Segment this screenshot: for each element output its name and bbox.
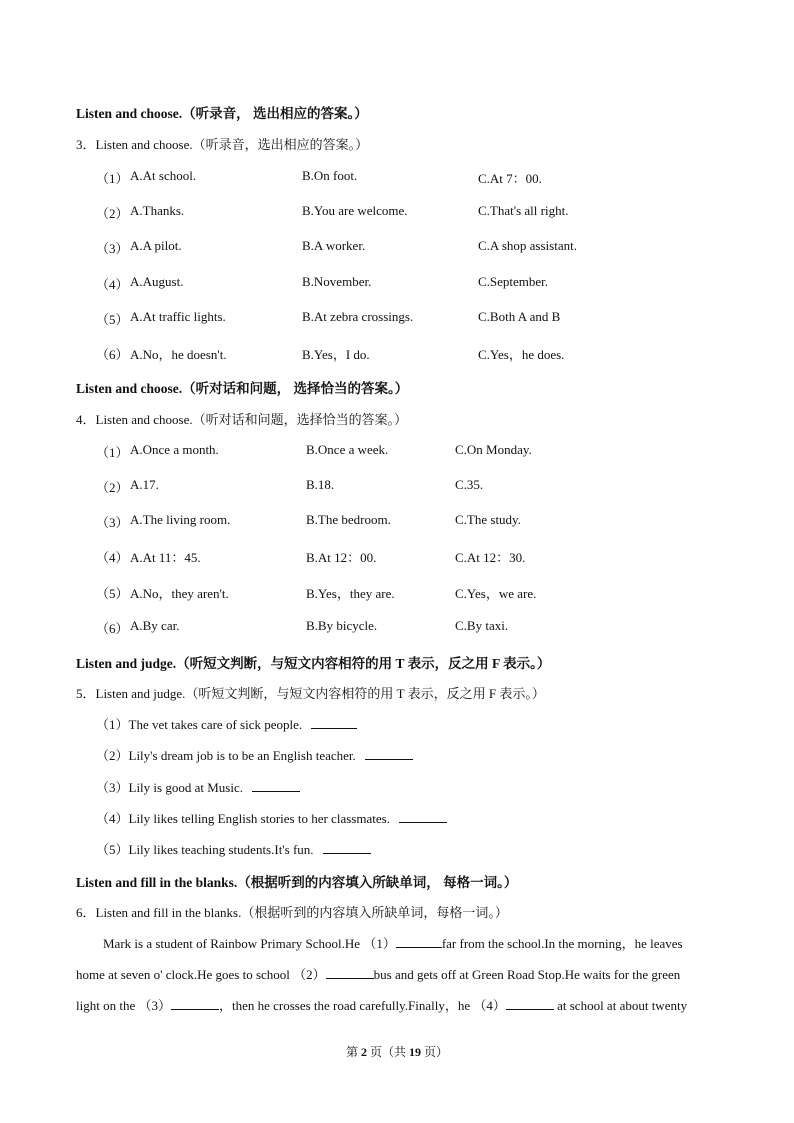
option-a: A.No，he doesn't. xyxy=(130,347,227,362)
total-pages: 19 xyxy=(409,1045,421,1059)
passage-text: far from the school.In the morning，he leaves xyxy=(441,936,683,951)
question-6-title: 6．Listen and fill in the blanks.（根据听到的内容填入所缺单词，每格一词。） xyxy=(76,905,508,920)
judge-item-text: （5）Lily likes teaching students.It's fun. xyxy=(96,842,314,857)
option-c: C.That's all right. xyxy=(478,203,569,218)
option-b: B.18. xyxy=(306,477,335,492)
judge-item xyxy=(96,745,413,764)
page-footer xyxy=(0,1043,794,1060)
passage-text: ，then he crosses the road carefully.Finally，he （4） xyxy=(218,998,506,1013)
option-row-number: （4） xyxy=(96,277,129,292)
judge-item-text: （1）The vet takes care of sick people. xyxy=(96,717,303,732)
option-row-number: （4） xyxy=(96,550,129,565)
option-b: B.You are welcome. xyxy=(302,203,408,218)
option-row-number: （2） xyxy=(96,480,129,495)
option-c: C.Yes，he does. xyxy=(478,347,565,362)
footer-text: 第 xyxy=(345,1045,361,1059)
judge-item-text: （3）Lily is good at Music. xyxy=(96,780,243,795)
option-c: C.At 12：30. xyxy=(455,550,526,565)
option-c: C.Both A and B xyxy=(478,309,561,324)
option-row-number: （3） xyxy=(96,241,129,256)
option-b: B.Yes，I do. xyxy=(302,347,370,362)
option-a: A.A pilot. xyxy=(130,238,182,253)
option-b: B.By bicycle. xyxy=(306,618,378,633)
question-5-title: 5．Listen and judge.（听短文判断，与短文内容相符的用 T 表示，反之用 F 表示。） xyxy=(76,686,545,701)
judge-item xyxy=(96,808,447,827)
option-b: B.On foot. xyxy=(302,168,358,183)
option-a: A.17. xyxy=(130,477,159,492)
question-3-title: 3．Listen and choose.（听录音，选出相应的答案。） xyxy=(76,137,369,152)
passage-text: bus and gets off at Green Road Stop.He waits for the green xyxy=(373,967,681,982)
passage-text: at school at about twenty xyxy=(553,998,688,1013)
option-row-number: （5） xyxy=(96,586,129,601)
option-a: A.Thanks. xyxy=(130,203,185,218)
passage-line xyxy=(103,933,683,952)
option-a: A.No，they aren't. xyxy=(130,586,229,601)
answer-blank[interactable] xyxy=(252,780,300,792)
option-c: C.At 7：00. xyxy=(478,171,542,186)
option-c: C.September. xyxy=(478,274,549,289)
option-row-number: （6） xyxy=(96,347,129,362)
section-heading-listen-judge: Listen and judge.（听短文判断，与短文内容相符的用 T 表示，反之用 F 表示。） xyxy=(76,656,551,671)
judge-item-text: （2）Lily's dream job is to be an English teacher. xyxy=(96,748,356,763)
judge-item xyxy=(96,777,300,796)
judge-item xyxy=(96,839,371,858)
option-row-number: （1） xyxy=(96,445,129,460)
option-b: B.A worker. xyxy=(302,238,366,253)
section-heading-listen-choose-1: Listen and choose.（听录音， 选出相应的答案。） xyxy=(76,106,368,121)
option-c: C.On Monday. xyxy=(455,442,532,457)
passage-text: home at seven o' clock.He goes to school （2） xyxy=(76,967,326,982)
answer-blank[interactable] xyxy=(171,998,219,1010)
answer-blank[interactable] xyxy=(326,967,374,979)
answer-blank[interactable] xyxy=(399,811,447,823)
option-row-number: （5） xyxy=(96,312,129,327)
option-a: A.By car. xyxy=(130,618,180,633)
answer-blank[interactable] xyxy=(323,842,371,854)
page-number: 2 xyxy=(360,1045,367,1059)
option-b: B.Yes，they are. xyxy=(306,586,395,601)
passage-text: light on the （3） xyxy=(76,998,171,1013)
option-b: B.At 12：00. xyxy=(306,550,377,565)
option-c: C.By taxi. xyxy=(455,618,509,633)
option-a: A.August. xyxy=(130,274,184,289)
judge-item xyxy=(96,714,357,733)
option-c: C.Yes，we are. xyxy=(455,586,537,601)
answer-blank[interactable] xyxy=(311,717,357,729)
answer-blank[interactable] xyxy=(506,998,554,1010)
option-row-number: （6） xyxy=(96,621,129,636)
option-b: B.At zebra crossings. xyxy=(302,309,414,324)
option-b: B.November. xyxy=(302,274,372,289)
option-c: C.A shop assistant. xyxy=(478,238,577,253)
judge-item-text: （4）Lily likes telling English stories to her classmates. xyxy=(96,811,390,826)
option-row-number: （1） xyxy=(96,171,129,186)
option-a: A.Once a month. xyxy=(130,442,219,457)
option-a: A.The living room. xyxy=(130,512,231,527)
question-4-title: 4．Listen and choose.（听对话和问题，选择恰当的答案。） xyxy=(76,412,408,427)
option-b: B.The bedroom. xyxy=(306,512,391,527)
option-c: C.35. xyxy=(455,477,484,492)
option-a: A.At traffic lights. xyxy=(130,309,226,324)
answer-blank[interactable] xyxy=(396,936,442,948)
option-a: A.At 11：45. xyxy=(130,550,201,565)
passage-line xyxy=(76,995,687,1014)
option-b: B.Once a week. xyxy=(306,442,389,457)
option-c: C.The study. xyxy=(455,512,521,527)
option-row-number: （2） xyxy=(96,206,129,221)
passage-line xyxy=(76,964,680,983)
footer-text: 页（共 xyxy=(366,1045,409,1059)
footer-text: 页） xyxy=(421,1045,449,1059)
section-heading-listen-choose-2: Listen and choose.（听对话和问题， 选择恰当的答案。） xyxy=(76,381,409,396)
option-row-number: （3） xyxy=(96,515,129,530)
answer-blank[interactable] xyxy=(365,748,413,760)
section-heading-fill-blanks: Listen and fill in the blanks.（根据听到的内容填入所缺单词， 每格一词。） xyxy=(76,875,518,890)
passage-text: Mark is a student of Rainbow Primary School.He （1） xyxy=(103,936,396,951)
option-a: A.At school. xyxy=(130,168,197,183)
